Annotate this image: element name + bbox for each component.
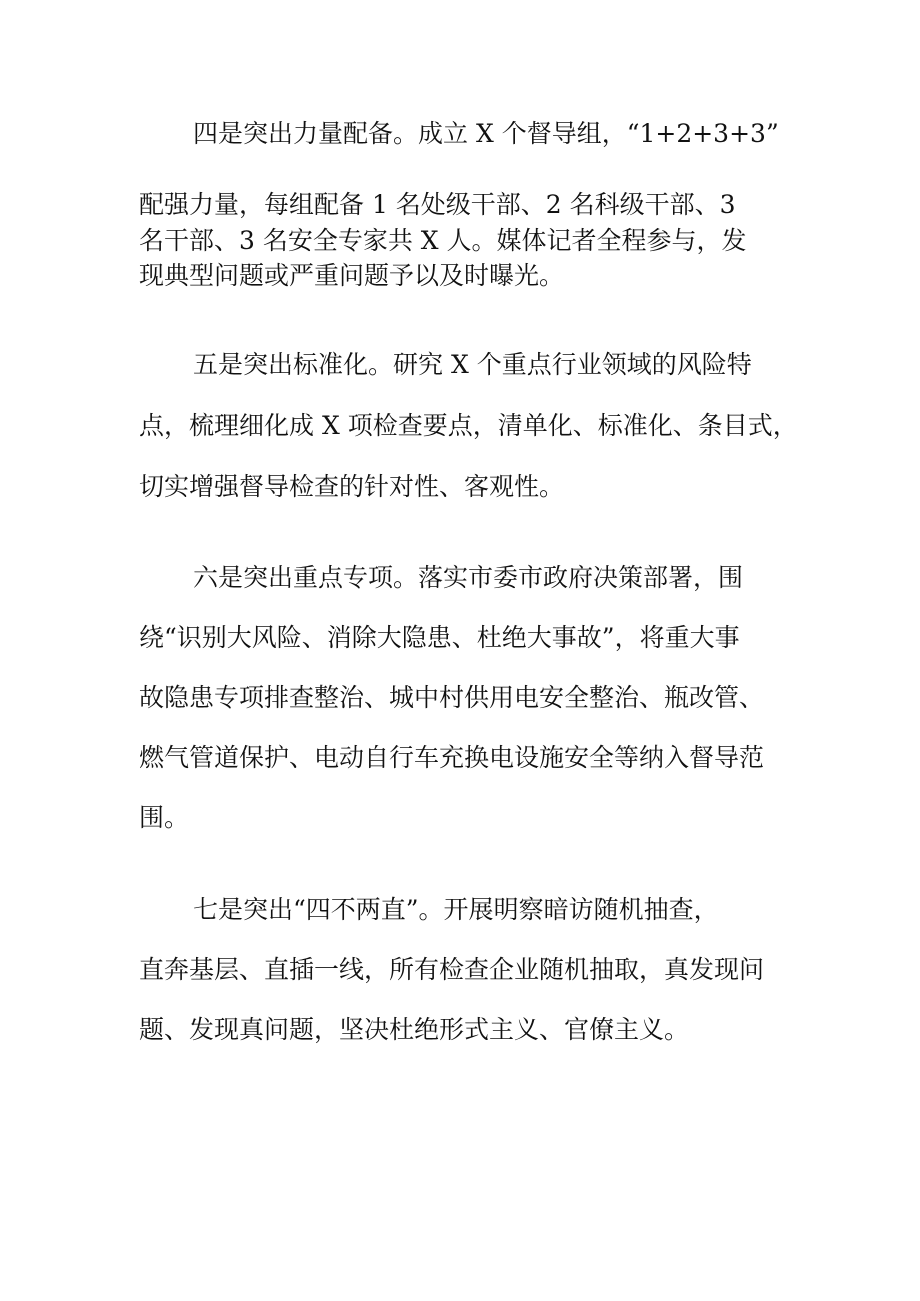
paragraph-line: 七是突出“四不两直”。开展明察暗访随机抽查，: [193, 895, 719, 924]
paragraph-line: 绕“识别大风险、消除大隐患、杜绝大事故”，将重大事: [139, 623, 740, 652]
paragraph-line: 名干部、3 名安全专家共 X 人。媒体记者全程参与，发: [139, 226, 747, 255]
paragraph-line: 六是突出重点专项。落实市委市政府决策部署，围: [193, 563, 744, 592]
paragraph-line: 点，梳理细化成 X 项检查要点，清单化、标准化、条目式，: [139, 411, 798, 440]
paragraph-line: 切实增强督导检查的针对性、客观性。: [139, 472, 565, 501]
paragraph-line: 燃气管道保护、电动自行车充换电设施安全等纳入督导范: [139, 743, 765, 772]
paragraph-line: 四是突出力量配备。成立 X 个督导组，“1+2+3+3”: [193, 119, 779, 148]
paragraph-line: 五是突出标准化。研究 X 个重点行业领域的风险特: [193, 350, 752, 379]
paragraph-line: 配强力量，每组配备 1 名处级干部、2 名科级干部、3: [139, 190, 736, 219]
paragraph-line: 现典型问题或严重问题予以及时曝光。: [139, 261, 565, 290]
paragraph-line: 故隐患专项排查整治、城中村供用电安全整治、瓶改管、: [139, 683, 765, 712]
paragraph-line: 直奔基层、直插一线，所有检查企业随机抽取，真发现问: [139, 955, 765, 984]
paragraph-line: 题、发现真问题，坚决杜绝形式主义、官僚主义。: [139, 1015, 690, 1044]
paragraph-line: 围。: [139, 803, 190, 832]
